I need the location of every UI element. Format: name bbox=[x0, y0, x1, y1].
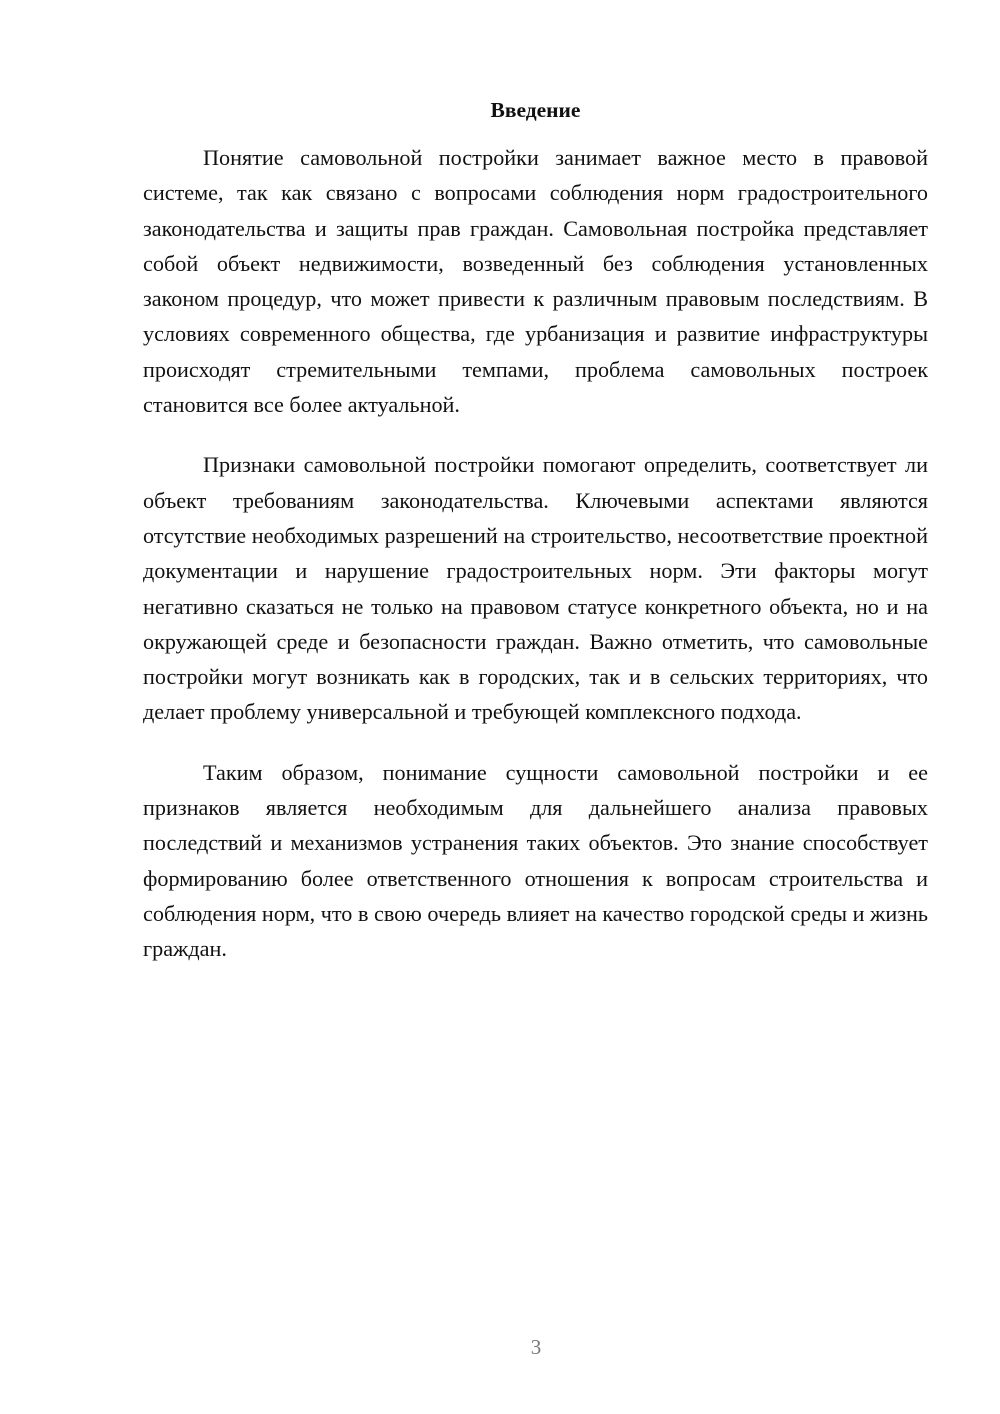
page-number: 3 bbox=[530, 1335, 542, 1359]
paragraph-1: Понятие самовольной постройки занимает важное место в правовой системе, так как связано с вопросами соблюдения норм градостроительного законодательства и защиты прав граждан. Самовольная постройка представляет собой объект недвижимости, возведенный без соблюдения установленных законом процедур, что может привести к различным правовым последствиям. В условиях современного общества, где урбанизация и развитие инфраструктуры происходят стремительными темпами, проблема самовольных построек становится все более актуальной. bbox=[143, 145, 928, 418]
page-content bbox=[143, 96, 928, 992]
paragraph-2: Признаки самовольной постройки помогают определить, соответствует ли объект требованиям законодательства. Ключевыми аспектами являются отсутствие необходимых разрешений на строительство, несоответствие проектной документации и нарушение градостроительных норм. Эти факторы могут негативно сказаться не только на правовом статусе конкретного объекта, но и на окружающей среде и безопасности граждан. Важно отметить, что самовольные постройки могут возникать как в городских, так и в сельских территориях, что делает проблему универсальной и требующей комплексного подхода. bbox=[143, 452, 928, 725]
section-title: Введение bbox=[490, 98, 581, 122]
paragraph-3: Таким образом, понимание сущности самовольной постройки и ее признаков является необходимым для дальнейшего анализа правовых последствий и механизмов устранения таких объектов. Это знание способствует формированию более ответственного отношения к вопросам строительства и соблюдения норм, что в свою очередь влияет на качество городской среды и жизнь граждан. bbox=[143, 759, 928, 962]
